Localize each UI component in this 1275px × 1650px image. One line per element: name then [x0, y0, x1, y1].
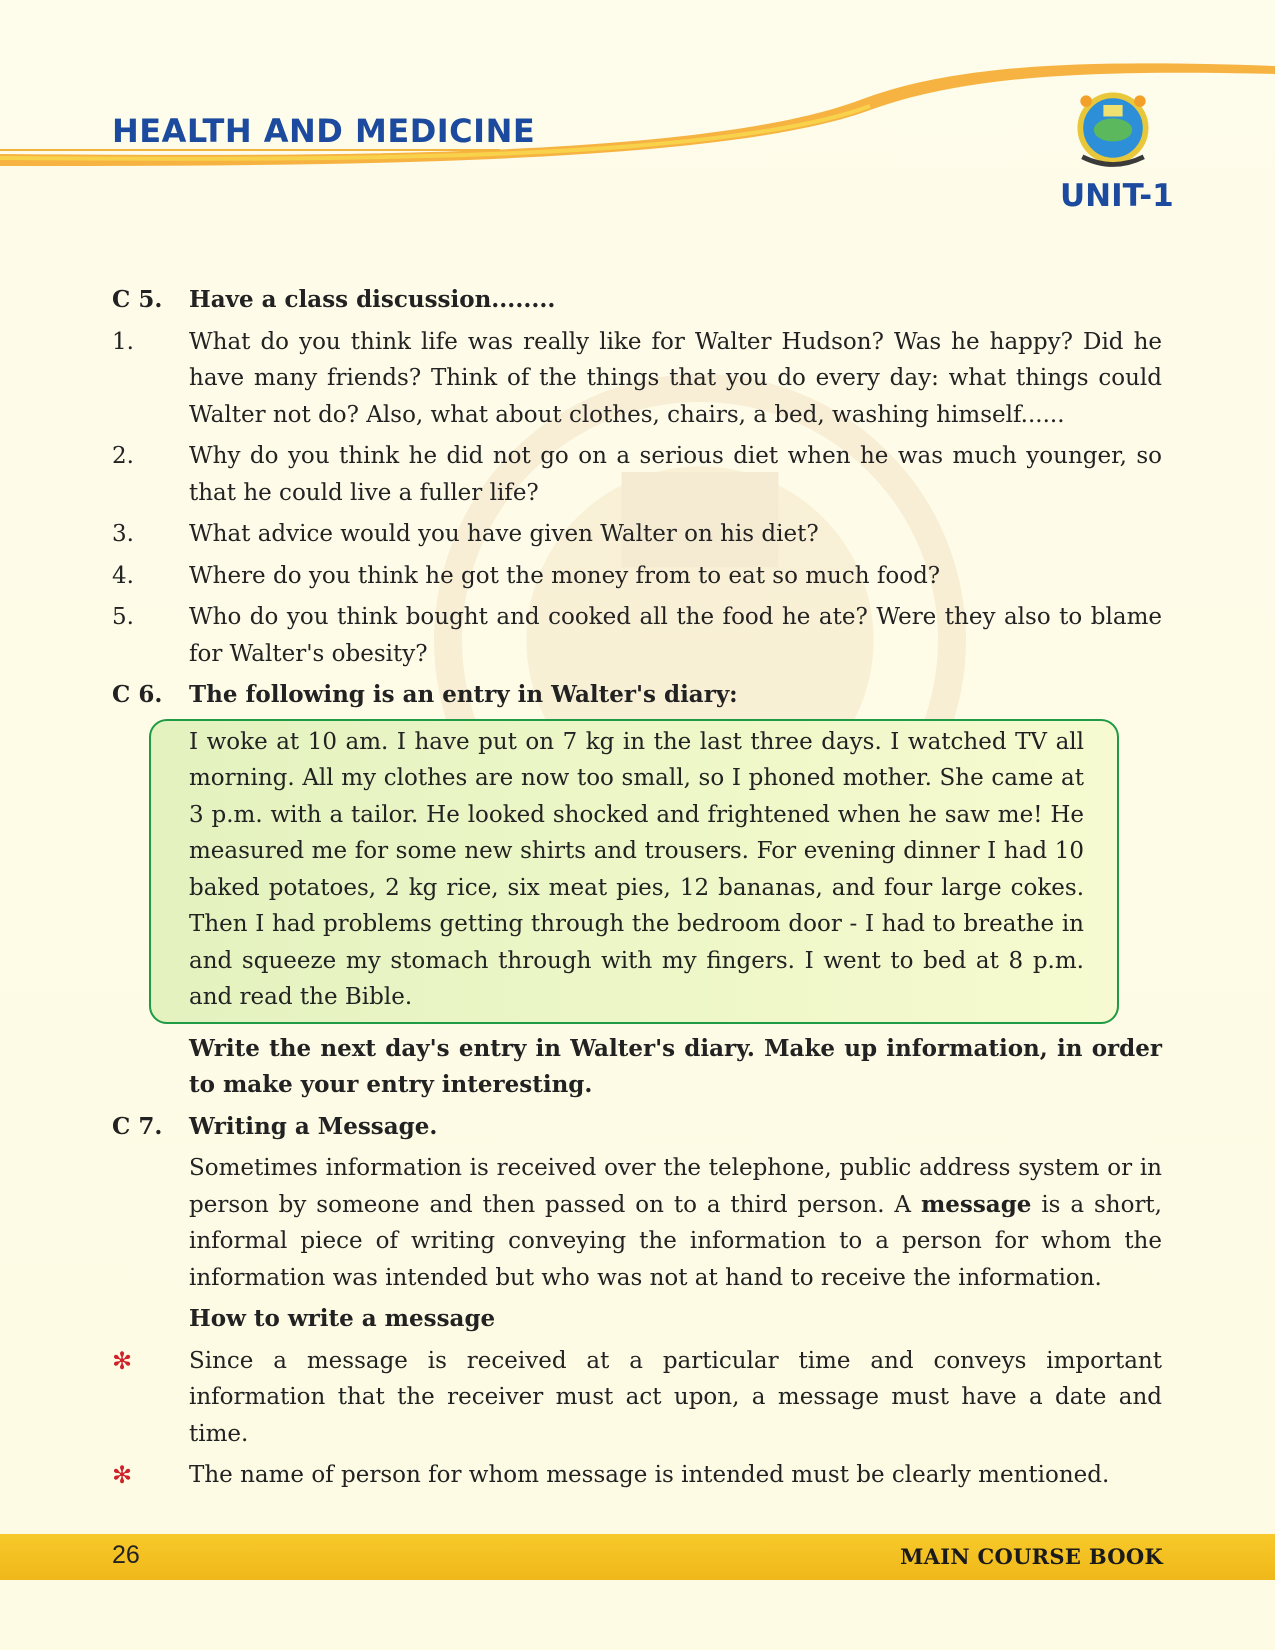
item-number: 4.: [112, 562, 134, 589]
book-title: MAIN COURSE BOOK: [900, 1544, 1163, 1569]
diary-entry-box: [149, 719, 1119, 1024]
school-emblem-icon: [1065, 80, 1161, 176]
list-item: [112, 324, 1162, 434]
section-number: C 6.: [112, 681, 163, 708]
chapter-title: HEALTH AND MEDICINE: [112, 112, 536, 150]
section-number: C 5.: [112, 286, 163, 313]
item-text: Why do you think he did not go on a serious diet when he was much younger, so that he could live a fuller life?: [189, 443, 1162, 506]
section-c5-heading: [112, 282, 1162, 319]
item-number: 1.: [112, 328, 134, 355]
page-content: [112, 282, 1162, 1500]
page-number: 26: [112, 1541, 140, 1569]
asterisk-icon: ✻: [112, 1346, 133, 1375]
section-heading: Writing a Message.: [189, 1112, 438, 1140]
item-number: 2.: [112, 443, 134, 469]
list-item: [112, 558, 1162, 595]
asterisk-icon: ✻: [112, 1461, 133, 1489]
section-c6-heading: [112, 677, 1162, 714]
subheading-text: How to write a message: [189, 1305, 496, 1332]
bullet-item: [112, 1457, 1162, 1495]
item-text: What do you think life was really like for Walter Hudson? Was he happy? Did he have many friends? Think of the things that you do every day: what things could Walter not do? Also, what about clothes, chairs, a bed, washing himself......: [189, 328, 1162, 428]
section-number: C 7.: [112, 1112, 163, 1140]
item-text: Who do you think bought and cooked all the food he ate? Were they also to blame for Walter's obesity?: [189, 604, 1162, 667]
diary-entry-text: I woke at 10 am. I have put on 7 kg in the last three days. I watched TV all morning. All my clothes are now too small, so I phoned mother. She came at 3 p.m. with a tailor. He looked shocked and frightened when he saw me! He measured me for some new shirts and trousers. For evening dinner I had 10 baked potatoes, 2 kg rice, six meat pies, 12 bananas, and four large cokes. Then I had problems getting through the bedroom door - I had to breathe in and squeeze my stomach through with my fingers. I went to bed at 8 p.m. and read the Bible.: [189, 728, 1084, 1010]
bullet-item: [112, 1343, 1162, 1453]
item-number: 5.: [112, 604, 134, 630]
writing-task: [112, 1031, 1162, 1104]
list-item: [112, 516, 1162, 553]
section-heading: Have a class discussion........: [189, 286, 556, 313]
writing-task-text: Write the next day's entry in Walter's diary. Make up information, in order to make your entry interesting.: [189, 1034, 1162, 1098]
section-c7-heading: [112, 1109, 1162, 1146]
bullet-text: The name of person for whom message is intended must be clearly mentioned.: [189, 1462, 1110, 1488]
item-text: Where do you think he got the money from to eat so much food?: [189, 562, 941, 589]
message-intro: [112, 1150, 1162, 1296]
item-text: What advice would you have given Walter on his diet?: [189, 521, 819, 547]
message-intro-text: Sometimes information is received over the telephone, public address system or in person by someone and then passed on to a third person. A message is a short, informal piece of writing conveying the information to a person for whom the information was intended but who was not at hand to receive the information.: [189, 1155, 1162, 1291]
section-heading: The following is an entry in Walter's diary:: [189, 681, 738, 708]
unit-label: UNIT-1: [1060, 178, 1174, 214]
item-number: 3.: [112, 521, 134, 547]
bullet-text: Since a message is received at a particular time and conveys important information that the receiver must act upon, a message must have a date and time.: [189, 1347, 1162, 1447]
list-item: [112, 438, 1162, 511]
message-subheading: [112, 1301, 1162, 1338]
list-item: [112, 599, 1162, 672]
